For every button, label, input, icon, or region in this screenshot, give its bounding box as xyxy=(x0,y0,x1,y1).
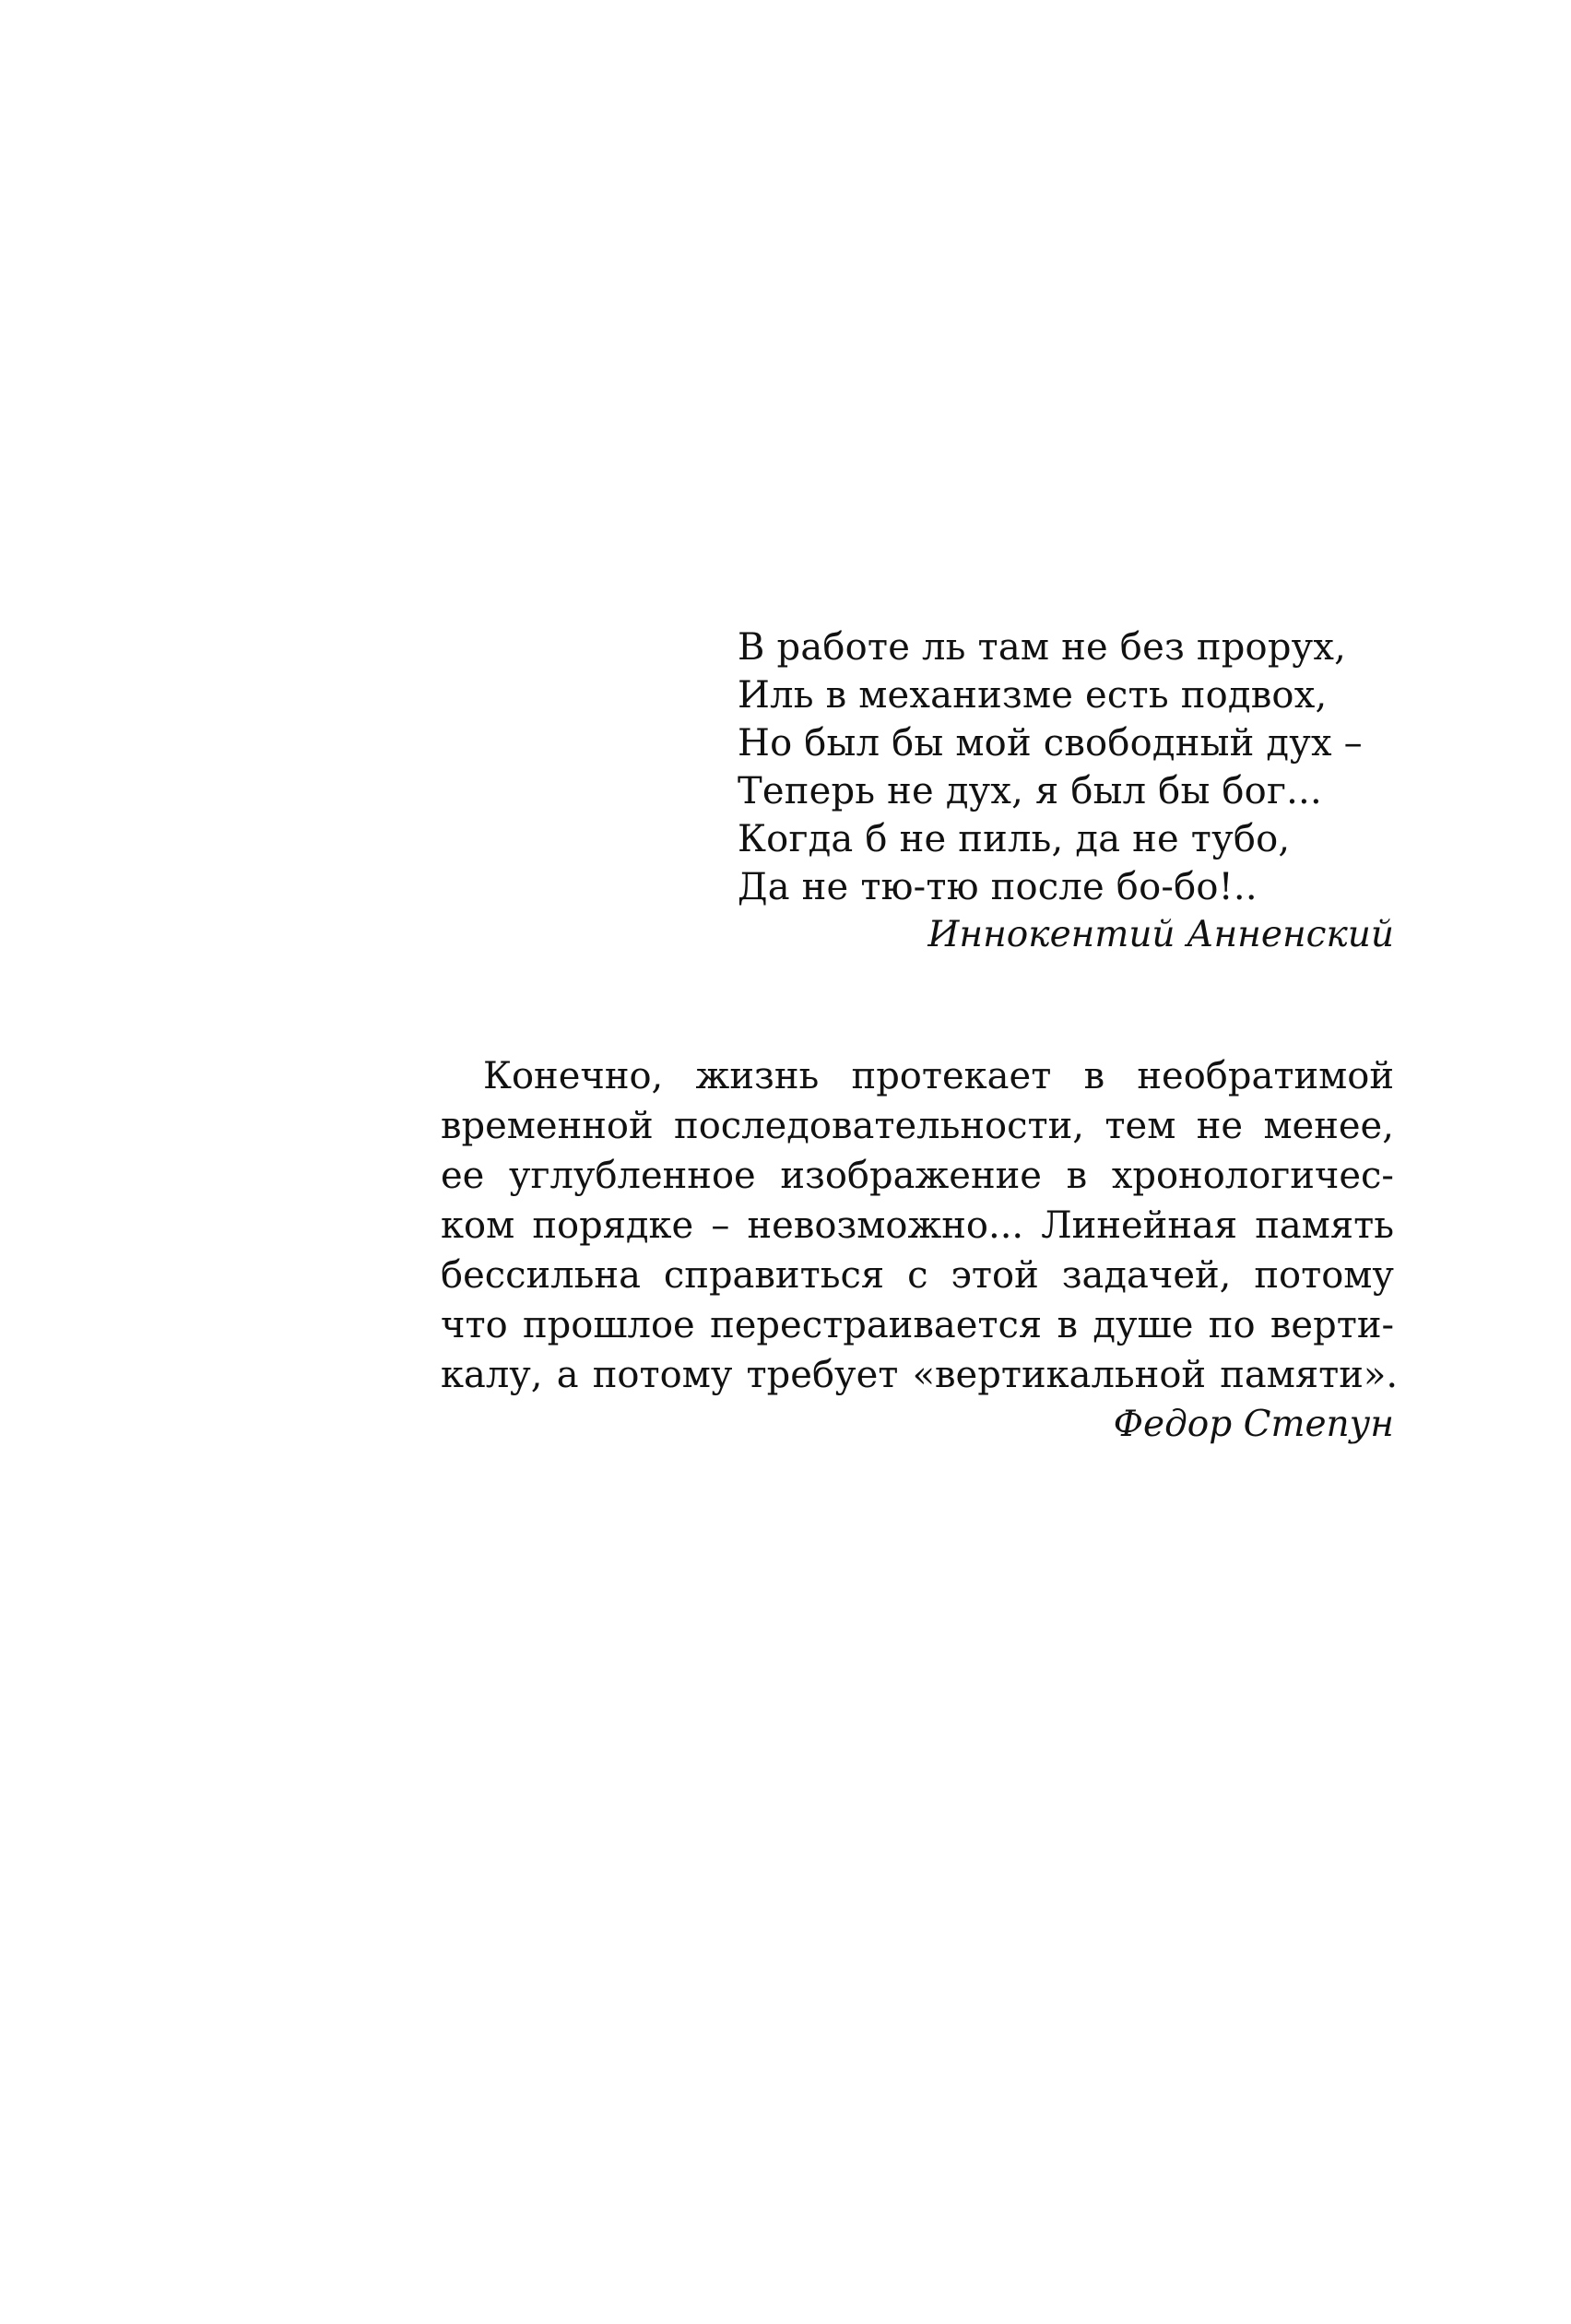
prose-author: Федор Степун xyxy=(1113,1404,1394,1445)
prose-word: справиться xyxy=(663,1254,885,1297)
prose-epigraph xyxy=(441,1051,1399,1450)
prose-word: с xyxy=(907,1254,928,1297)
poem-line: Теперь не дух, я был бы бог... xyxy=(738,770,1322,812)
prose-word: а xyxy=(556,1354,579,1396)
poem-line: Когда б не пиль, да не тубо, xyxy=(738,818,1291,860)
prose-word: бессильна xyxy=(441,1254,641,1297)
prose-word: задачей, xyxy=(1061,1254,1232,1297)
prose-word: «вертикальной xyxy=(912,1354,1207,1396)
prose-word: Линейная xyxy=(1041,1204,1238,1247)
prose-word: по xyxy=(1208,1304,1256,1346)
prose-word: калу, xyxy=(441,1354,543,1396)
prose-line xyxy=(441,1201,1394,1251)
prose-word: временной xyxy=(441,1105,654,1147)
prose-word: углубленное xyxy=(509,1155,756,1197)
prose-word: потому xyxy=(1254,1254,1394,1297)
prose-word: необратимой xyxy=(1137,1055,1394,1097)
prose-word: жизнь xyxy=(695,1055,820,1097)
prose-line xyxy=(441,1300,1394,1350)
prose-word: требует xyxy=(746,1354,899,1396)
prose-word: перестраивается xyxy=(710,1304,1043,1346)
prose-word: в xyxy=(1066,1155,1088,1197)
prose-word: не xyxy=(1196,1105,1244,1147)
prose-word: этой xyxy=(951,1254,1039,1297)
prose-line xyxy=(441,1051,1394,1101)
prose-word: невозможно... xyxy=(747,1204,1024,1247)
poem-epigraph xyxy=(738,623,1394,959)
prose-word: душе xyxy=(1093,1304,1194,1346)
prose-word: верти- xyxy=(1270,1304,1394,1346)
prose-word: хронологичес- xyxy=(1111,1155,1394,1197)
prose-word: в xyxy=(1057,1304,1079,1346)
prose-word: ее xyxy=(441,1155,485,1197)
prose-line xyxy=(441,1101,1394,1151)
prose-word: Конечно, xyxy=(483,1055,664,1097)
prose-word: – xyxy=(711,1204,730,1247)
prose-word: потому xyxy=(592,1354,733,1396)
poem-line: Иль в механизме есть подвох, xyxy=(738,674,1328,717)
prose-word: последовательности, xyxy=(674,1105,1084,1147)
prose-word: протекает xyxy=(851,1055,1052,1097)
poem-author: Иннокентий Анненский xyxy=(927,914,1394,955)
prose-word: что xyxy=(441,1304,508,1346)
poem-line: Но был бы мой свободный дух – xyxy=(738,722,1363,765)
poem-line: В работе ль там не без прорух, xyxy=(738,626,1347,669)
prose-line xyxy=(441,1251,1394,1300)
prose-word: менее, xyxy=(1263,1105,1394,1147)
prose-line xyxy=(441,1151,1394,1201)
prose-word: памяти». xyxy=(1220,1354,1399,1396)
poem-line: Да не тю-тю после бо-бо!.. xyxy=(738,866,1258,908)
prose-word: ком xyxy=(441,1204,515,1247)
prose-word: память xyxy=(1255,1204,1394,1247)
prose-word: изображение xyxy=(780,1155,1042,1197)
prose-word: в xyxy=(1083,1055,1105,1097)
prose-word: порядке xyxy=(532,1204,694,1247)
prose-word: тем xyxy=(1104,1105,1176,1147)
prose-line xyxy=(441,1350,1399,1400)
prose-word: прошлое xyxy=(523,1304,695,1346)
